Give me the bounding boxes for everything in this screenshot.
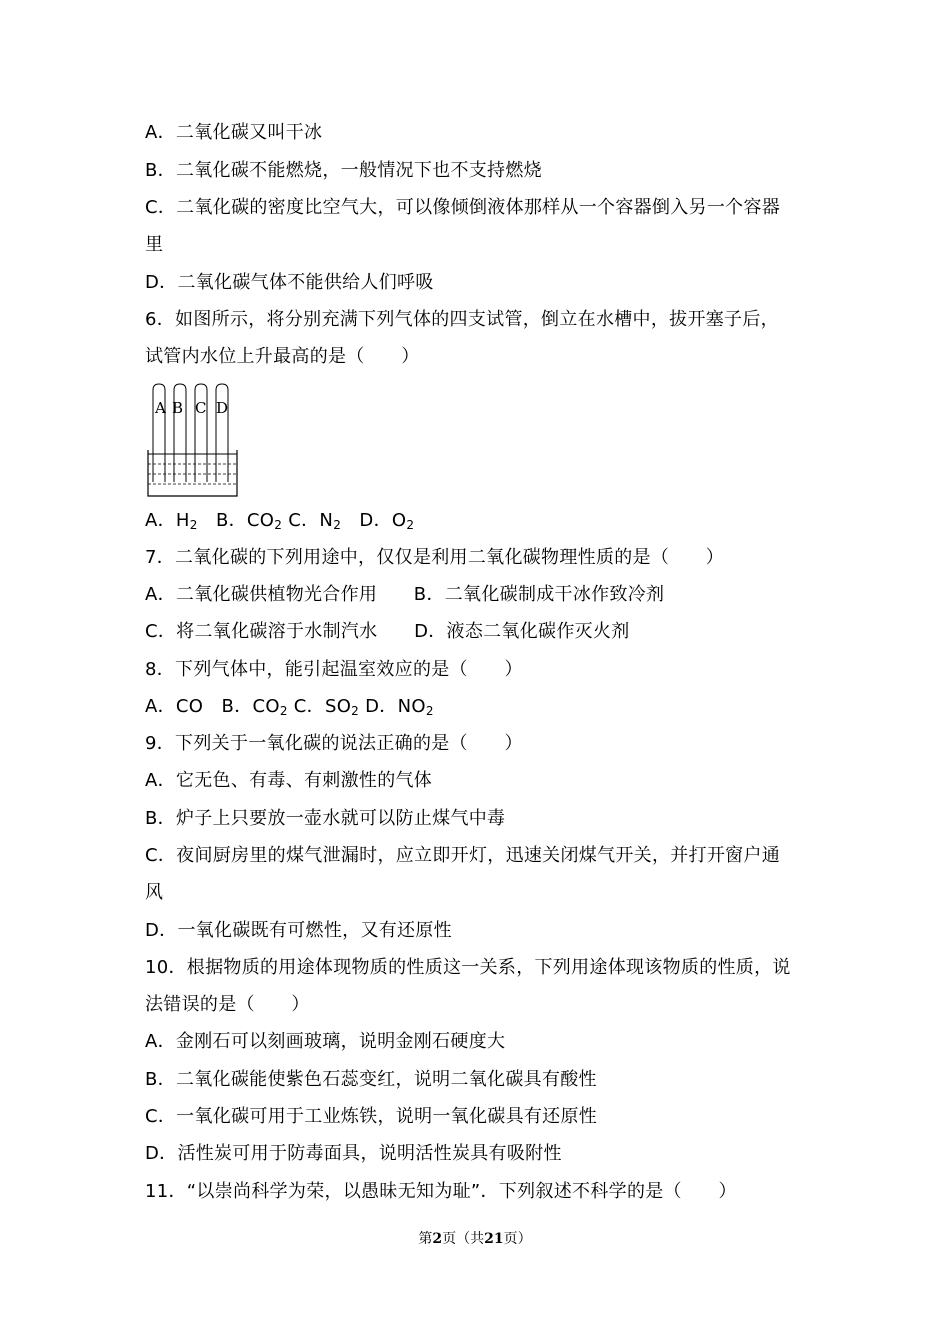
footer-mid: 页（共 xyxy=(442,1231,485,1247)
question-6-cont: 试管内水位上升最高的是（ ） xyxy=(145,346,420,367)
question-7-options-cd: C．将二氧化碳溶于水制汽水 D．液态二氧化碳作灭火剂 xyxy=(145,621,630,642)
question-6: 6．如图所示，将分别充满下列气体的四支试管，倒立在水槽中，拔开塞子后， xyxy=(145,309,779,330)
question-8-options xyxy=(145,694,434,724)
subscript: 2 xyxy=(279,704,288,718)
subscript: 2 xyxy=(189,518,198,532)
test-tube-figure xyxy=(143,382,243,504)
subscript: 2 xyxy=(274,518,283,532)
line-5c: C．二氧化碳的密度比空气大，可以像倾倒液体那样从一个容器倒入另一个容器 xyxy=(145,197,781,218)
footer-suffix: 页） xyxy=(503,1231,532,1247)
question-10-option-a: A．金刚石可以刻画玻璃，说明金刚石硬度大 xyxy=(145,1031,506,1052)
question-7-options-ab: A．二氧化碳供植物光合作用 B．二氧化碳制成干冰作致冷剂 xyxy=(145,584,665,605)
question-9-option-c-cont: 风 xyxy=(145,882,164,903)
question-9-option-a: A．它无色、有毒、有刺激性的气体 xyxy=(145,770,433,791)
current-page: 2 xyxy=(432,1231,443,1247)
tube-label-c: C xyxy=(195,399,207,417)
page-footer xyxy=(0,1228,950,1248)
question-10-option-c: C．一氧化碳可用于工业炼铁，说明一氧化碳具有还原性 xyxy=(145,1106,598,1127)
question-7: 7．二氧化碳的下列用途中，仅仅是利用二氧化碳物理性质的是（ ） xyxy=(145,547,725,568)
q6-option-b: B．CO xyxy=(197,510,275,531)
subscript: 2 xyxy=(425,704,434,718)
q8-option-d: D．NO xyxy=(359,696,426,717)
question-9: 9．下列关于一氧化碳的说法正确的是（ ） xyxy=(145,733,523,754)
subscript: 2 xyxy=(333,518,342,532)
q8-option-ab: A．CO B．CO xyxy=(145,696,280,717)
line-5a: A．二氧化碳又叫干冰 xyxy=(145,122,323,143)
question-9-option-c: C．夜间厨房里的煤气泄漏时，应立即开灯，迅速关闭煤气开关，并打开窗户通 xyxy=(145,845,781,866)
q8-option-c: C．SO xyxy=(287,696,352,717)
q6-option-c: C．N xyxy=(282,510,334,531)
line-5b: B．二氧化碳不能燃烧，一般情况下也不支持燃烧 xyxy=(145,160,542,181)
question-10-option-b: B．二氧化碳能使紫色石蕊变红，说明二氧化碳具有酸性 xyxy=(145,1069,597,1090)
question-9-option-d: D．一氧化碳既有可燃性，又有还原性 xyxy=(145,920,452,941)
q6-option-d: D．O xyxy=(341,510,407,531)
test-tube-diagram xyxy=(143,382,243,500)
tube-label-a: A xyxy=(155,399,166,417)
subscript: 2 xyxy=(351,704,360,718)
total-pages: 21 xyxy=(484,1231,504,1247)
footer-prefix: 第 xyxy=(418,1231,433,1247)
question-10: 10．根据物质的用途体现物质的性质这一关系，下列用途体现该物质的性质，说 xyxy=(145,957,791,978)
question-6-options xyxy=(145,508,414,538)
subscript: 2 xyxy=(406,518,415,532)
question-11: 11．“以崇尚科学为荣，以愚昧无知为耻”．下列叙述不科学的是（ ） xyxy=(145,1181,737,1202)
question-9-option-b: B．炉子上只要放一壶水就可以防止煤气中毒 xyxy=(145,808,506,829)
line-5c-cont: 里 xyxy=(145,234,164,255)
tube-label-d: D xyxy=(216,399,229,417)
line-5d: D．二氧化碳气体不能供给人们呼吸 xyxy=(145,272,434,293)
tube-label-b: B xyxy=(172,399,184,417)
question-8: 8．下列气体中，能引起温室效应的是（ ） xyxy=(145,659,523,680)
question-10-cont: 法错误的是（ ） xyxy=(145,994,310,1015)
q6-option-a: A．H xyxy=(145,510,190,531)
question-10-option-d: D．活性炭可用于防毒面具，说明活性炭具有吸附性 xyxy=(145,1143,562,1164)
